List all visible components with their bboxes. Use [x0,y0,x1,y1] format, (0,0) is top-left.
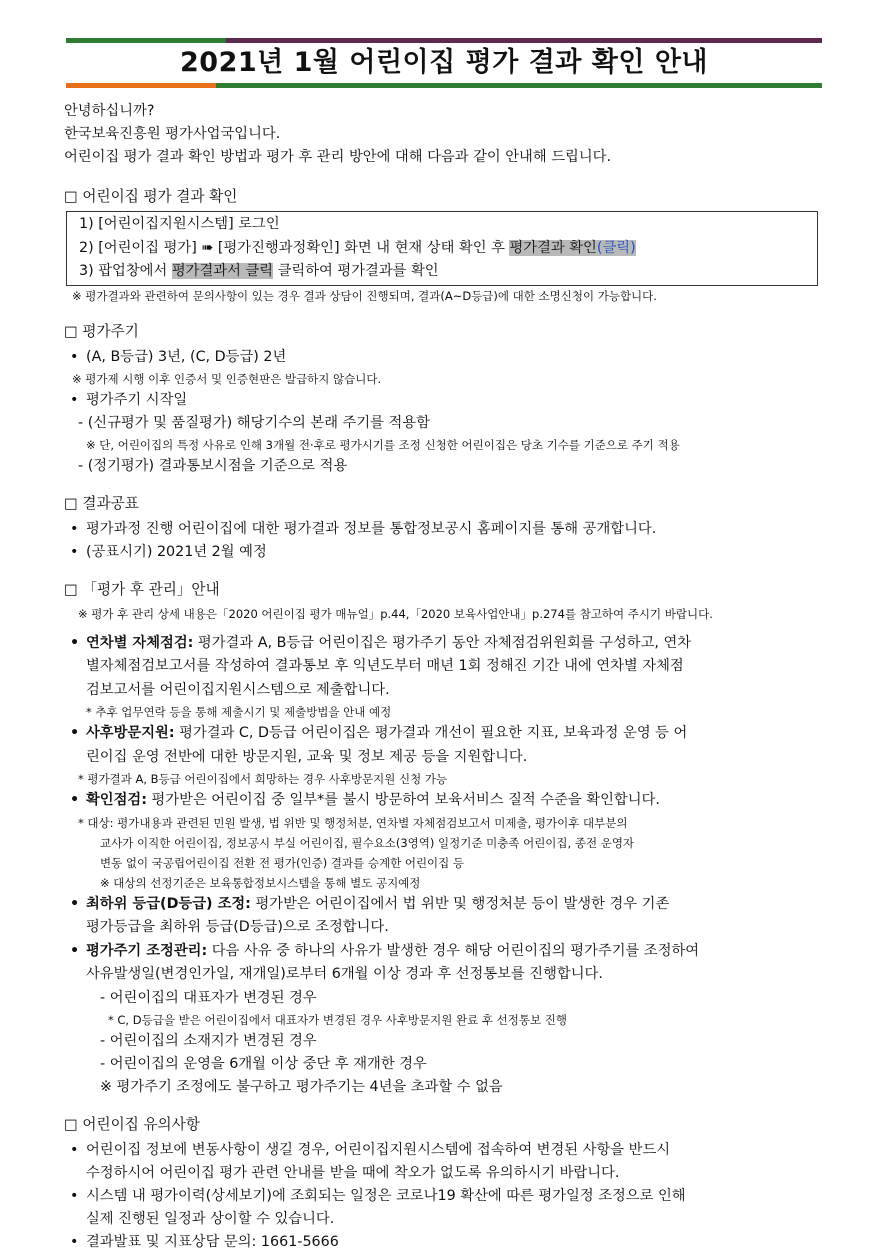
note: ※ 평가제 시행 이후 인증서 및 인증현판은 발급하지 않습니다. [72,371,382,386]
list-item: - (정기평가) 결과통보시점을 기준으로 적용 [78,457,348,474]
note: * C, D등급을 받은 어린이집에서 대표자가 변경된 경우 사후방문지원 완료 후 선정통보 진행 [108,1012,567,1027]
arrow-icon: ➠ [196,239,218,256]
list-item: • (공표시기) 2021년 2월 예정 [64,541,822,564]
list-item: • 평가과정 진행 어린이집에 대한 평가결과 정보를 통합정보공시 홈페이지를 통해 공개합니다. [64,518,822,541]
note: ※ 평가주기 조정에도 불구하고 평가주기는 4년을 초과할 수 없음 [100,1078,503,1095]
note: * 대상: 평가내용과 관련된 민원 발생, 법 위반 및 행정처분, 연차별 자체점검보고서 미제출, 평가이후 대부분의 [78,815,628,830]
click-link[interactable]: (클릭) [596,239,636,256]
bottom-divider [66,83,822,88]
note: * 추후 업무연락 등을 통해 제출시기 및 제출방법을 안내 예정 [86,705,392,719]
list-item: • 사후방문지원: 평가결과 C, D등급 어린이집은 평가결과 개선이 필요한 지표, 보육과정 운영 등 어 린이집 운영 전반에 대한 방문지원, 교육 및 정보 제공 등을 지원합니다. [64,722,822,769]
list-item: • 확인점검: 평가받은 어린이집 중 일부*를 불시 방문하여 보육서비스 질적 수준을 확인합니다. [64,789,822,813]
steps-box [66,211,818,286]
list-item: - 어린이집의 소재지가 변경된 경우 [100,1032,317,1049]
list-item: • 평가주기 조정관리: 다음 사유 중 하나의 사유가 발생한 경우 해당 어린이집의 평가주기를 조정하여 사유발생일(변경인가일, 재개일)로부터 6개월 이상 경과 후 선정통보를 진행합니다. [64,940,822,987]
note: * 평가결과 A, B등급 어린이집에서 희망하는 경우 사후방문지원 신청 가능 [78,772,448,786]
contact-line: • 결과발표 및 지표상담 문의: 1661-5666 [64,1231,822,1254]
result-report-highlight: 평가결과서 클릭 [171,263,274,279]
list-item: • 최하위 등급(D등급) 조정: 평가받은 어린이집에서 법 위반 및 행정처분 등이 발생한 경우 기존 평가등급을 최하위 등급(D등급)으로 조정합니다. [64,893,822,940]
section-heading-post-management: □ 「평가 후 관리」안내 [64,580,220,598]
list-item: • (A, B등급) 3년, (C, D등급) 2년 [64,346,822,369]
page-title: 2021년 1월 어린이집 평가 결과 확인 안내 [180,47,708,78]
step-1: 1) [어린이집지원시스템] 로그인 [79,216,280,232]
list-item: - 어린이집의 대표자가 변경된 경우 [100,989,317,1006]
section-heading-publication: □ 결과공표 [64,494,139,512]
result-check-highlight: 평가결과 확인 [509,239,597,256]
section-heading-cycle: □ 평가주기 [64,322,139,340]
note: ※ 평가결과와 관련하여 문의사항이 있는 경우 결과 상담이 진행되며, 결과(A~D등급)에 대한 소명신청이 가능합니다. [72,288,657,303]
section-heading-notices: □ 어린이집 유의사항 [64,1115,200,1133]
note: 변동 없이 국공립어린이집 전환 전 평가(인증) 결과를 승계한 어린이집 등 [100,855,465,870]
list-item: - 어린이집의 운영을 6개월 이상 중단 후 재개한 경우 [100,1055,427,1072]
list-item: - (신규평가 및 품질평가) 해당기수의 본래 주기를 적용함 [78,414,430,431]
step-3: 3) 팝업창에서 평가결과서 클릭 클릭하여 평가결과를 확인 [79,263,439,279]
document-body [64,100,822,1254]
intro-line: 안녕하십니까? [64,103,155,119]
intro-line: 한국보육진흥원 평가사업국입니다. [64,126,281,142]
step-2: 2) [어린이집 평가] ➠ [평가진행과정확인] 화면 내 현재 상태 확인 후 평가결과 확인(클릭) [79,239,636,256]
top-divider [66,38,822,43]
section-heading-result-check: □ 어린이집 평가 결과 확인 [64,188,238,205]
note: ※ 평가 후 관리 상세 내용은「2020 어린이집 평가 매뉴얼」p.44,「2020 보육사업안내」p.274를 참고하여 주시기 바랍니다. [78,606,713,621]
list-item: • 어린이집 정보에 변동사항이 생길 경우, 어린이집지원시스템에 접속하여 변경된 사항을 반드시 수정하시어 어린이집 평가 관련 안내를 받을 때에 착오가 없도록 유의하시기 바랍니다. [64,1139,822,1185]
note: ※ 단, 어린이집의 특정 사유로 인해 3개월 전·후로 평가시기를 조정 신청한 어린이집은 당초 기수를 기준으로 주기 적용 [86,437,680,452]
list-item: • 시스템 내 평가이력(상세보기)에 조회되는 일정은 코로나19 확산에 따른 평가일정 조정으로 인해 실제 진행된 일정과 상이할 수 있습니다. [64,1185,822,1231]
intro-line: 어린이집 평가 결과 확인 방법과 평가 후 관리 방안에 대해 다음과 같이 안내해 드립니다. [64,149,611,165]
note: 교사가 이직한 어린이집, 정보공시 부실 어린이집, 필수요소(3영역) 일정기준 미충족 어린이집, 종전 운영자 [100,835,635,850]
list-item: • 평가주기 시작일 [64,389,822,412]
list-item: • 연차별 자체점검: 평가결과 A, B등급 어린이집은 평가주기 동안 자체점검위원회를 구성하고, 연차 별자체점검보고서를 작성하여 결과통보 후 익년도부터 매년 1회 정해진 기간 내에 연차별 자체점 검보고서를 어린이집지원시스템으로 제출합니다. [64,632,822,703]
note: ※ 대상의 선정기준은 보육통합정보시스템을 통해 별도 공지예정 [100,875,421,890]
